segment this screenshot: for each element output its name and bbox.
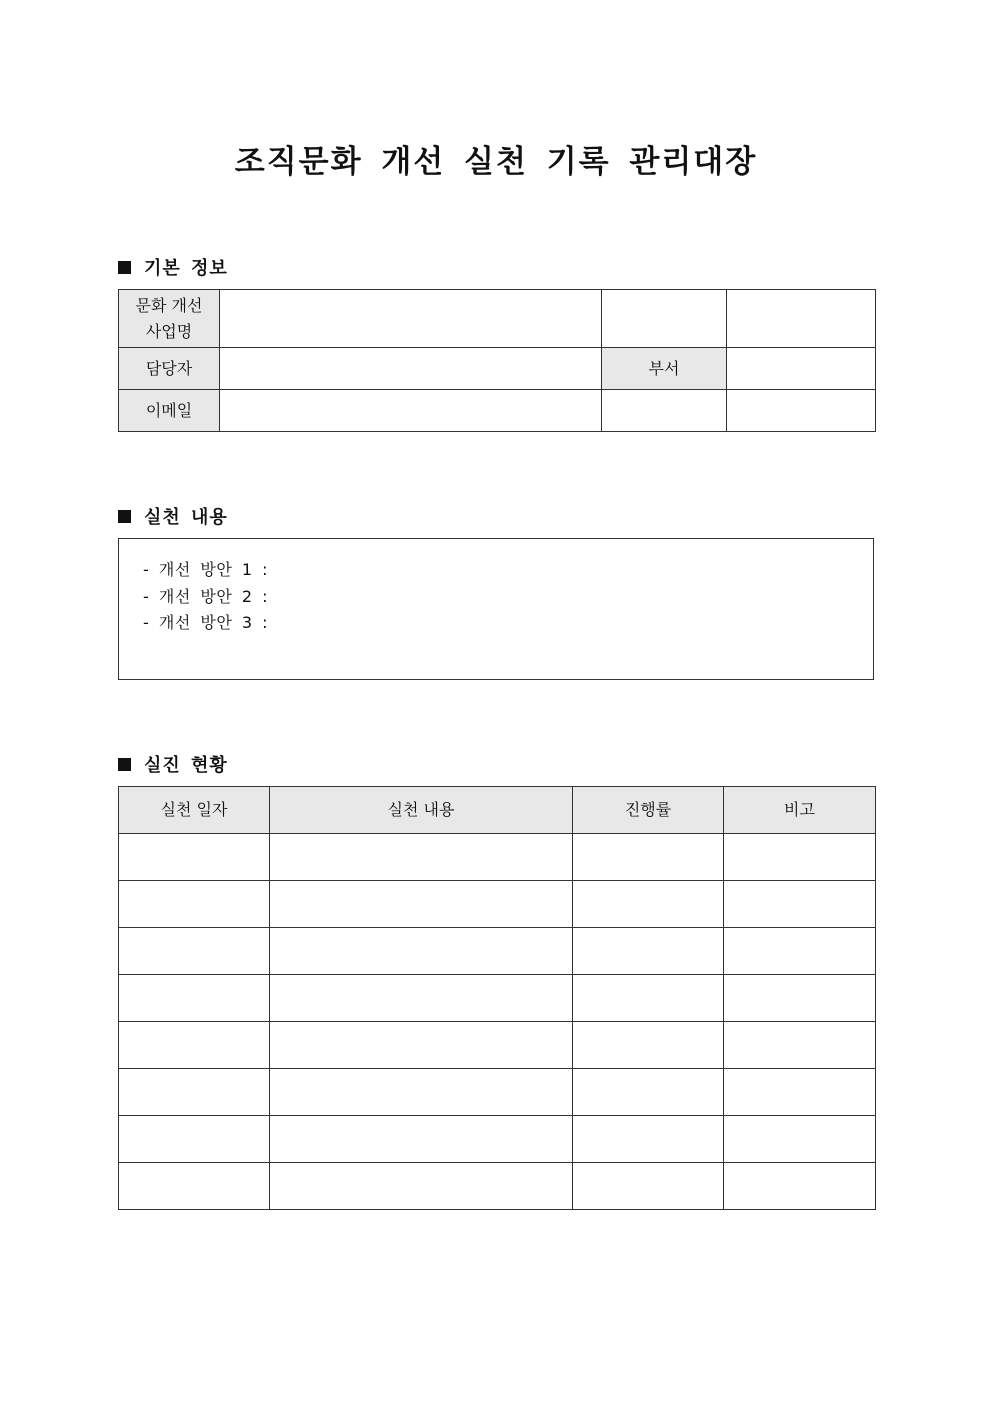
section-heading-progress-status [118, 751, 228, 777]
column-header-date: 실천 일자 [119, 787, 270, 834]
project-extra-field[interactable] [727, 290, 876, 348]
table-row [119, 928, 876, 975]
email-extra-label-cell[interactable] [602, 390, 727, 432]
content-cell[interactable] [270, 975, 573, 1022]
column-header-progress: 진행률 [573, 787, 724, 834]
progress-cell[interactable] [573, 928, 724, 975]
column-header-remarks: 비고 [724, 787, 876, 834]
date-cell[interactable] [119, 834, 270, 881]
remarks-cell[interactable] [724, 928, 876, 975]
manager-field[interactable] [220, 348, 602, 390]
date-cell[interactable] [119, 975, 270, 1022]
department-label: 부서 [602, 348, 727, 390]
manager-label: 담당자 [119, 348, 220, 390]
section-heading-practice-content [118, 503, 228, 529]
progress-cell[interactable] [573, 834, 724, 881]
project-name-label: 문화 개선 사업명 [119, 290, 220, 348]
section-heading-basic-info [118, 254, 228, 280]
improvement-plan-line: - 개선 방안 3 : [143, 613, 269, 632]
remarks-cell[interactable] [724, 1116, 876, 1163]
basic-info-table [118, 289, 876, 432]
table-row [119, 881, 876, 928]
remarks-cell[interactable] [724, 1163, 876, 1210]
progress-cell[interactable] [573, 1022, 724, 1069]
progress-cell[interactable] [573, 1116, 724, 1163]
content-cell[interactable] [270, 881, 573, 928]
progress-cell[interactable] [573, 1069, 724, 1116]
department-field[interactable] [727, 348, 876, 390]
remarks-cell[interactable] [724, 1069, 876, 1116]
table-row [119, 975, 876, 1022]
table-row [119, 834, 876, 881]
practice-content-box[interactable] [118, 538, 874, 680]
table-row [119, 1022, 876, 1069]
progress-cell[interactable] [573, 1163, 724, 1210]
email-field[interactable] [220, 390, 602, 432]
content-cell[interactable] [270, 928, 573, 975]
date-cell[interactable] [119, 928, 270, 975]
page-title: 조직문화 개선 실천 기록 관리대장 [234, 144, 758, 180]
progress-status-table [118, 786, 876, 1210]
project-name-field[interactable] [220, 290, 602, 348]
improvement-plan-line: - 개선 방안 2 : [143, 586, 269, 606]
progress-cell[interactable] [573, 881, 724, 928]
table-row [119, 1163, 876, 1210]
square-bullet-icon [118, 261, 131, 274]
improvement-plan-line: - 개선 방안 1 : [143, 560, 269, 579]
remarks-cell[interactable] [724, 975, 876, 1022]
table-row [119, 1116, 876, 1163]
date-cell[interactable] [119, 1163, 270, 1210]
remarks-cell[interactable] [724, 1022, 876, 1069]
progress-cell[interactable] [573, 975, 724, 1022]
remarks-cell[interactable] [724, 881, 876, 928]
date-cell[interactable] [119, 1116, 270, 1163]
project-extra-label-cell[interactable] [602, 290, 727, 348]
content-cell[interactable] [270, 1022, 573, 1069]
content-cell[interactable] [270, 1069, 573, 1116]
remarks-cell[interactable] [724, 834, 876, 881]
email-label: 이메일 [119, 390, 220, 432]
email-extra-field[interactable] [727, 390, 876, 432]
content-cell[interactable] [270, 1163, 573, 1210]
section-heading-label: 실천 내용 [144, 507, 228, 528]
section-heading-label: 기본 정보 [144, 258, 228, 279]
square-bullet-icon [118, 758, 131, 771]
date-cell[interactable] [119, 881, 270, 928]
table-row [119, 1069, 876, 1116]
section-heading-label: 실진 현황 [144, 755, 228, 776]
content-cell[interactable] [270, 1116, 573, 1163]
content-cell[interactable] [270, 834, 573, 881]
column-header-content: 실천 내용 [270, 787, 573, 834]
date-cell[interactable] [119, 1069, 270, 1116]
date-cell[interactable] [119, 1022, 270, 1069]
square-bullet-icon [118, 510, 131, 523]
